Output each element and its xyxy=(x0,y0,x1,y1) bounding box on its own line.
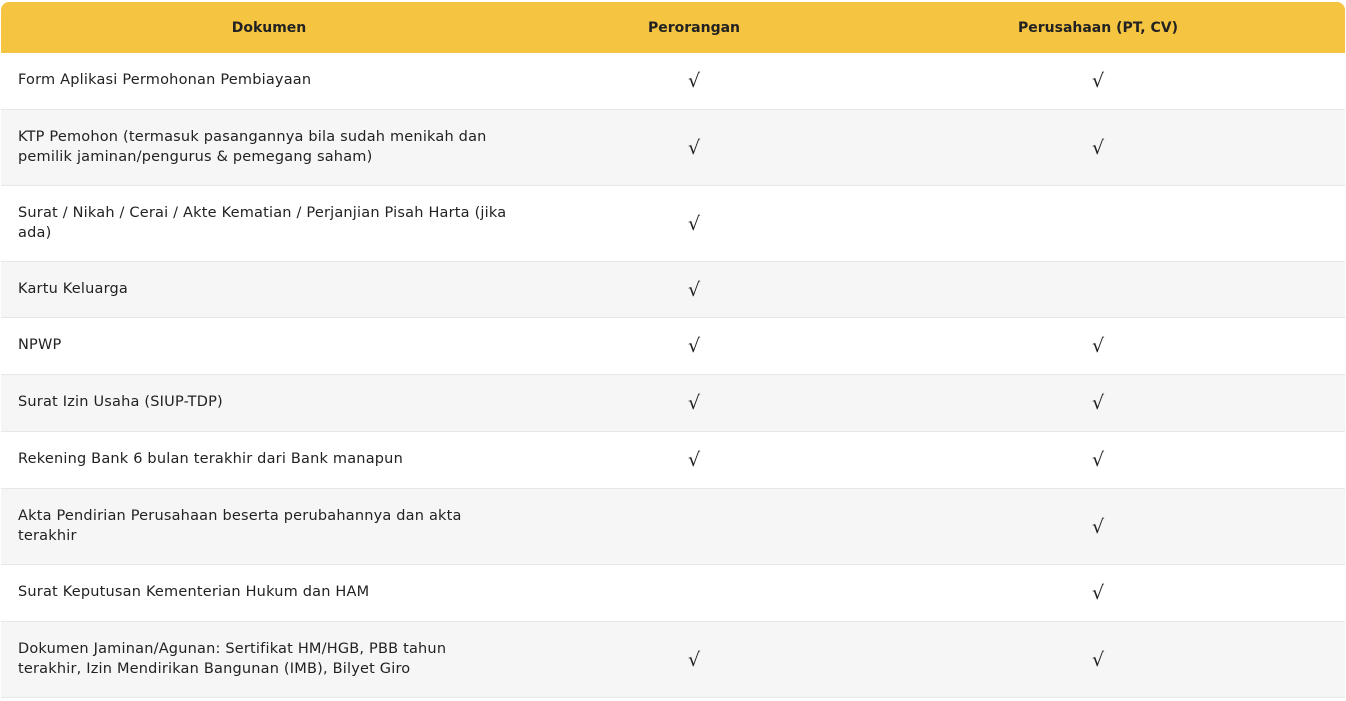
document-label: Form Aplikasi Permohonan Pembiayaan xyxy=(18,72,312,89)
company-check-mark: √ xyxy=(1091,648,1105,671)
document-label: Dokumen Jaminan/Agunan: Sertifikat HM/HGB, PBB tahun terakhir, Izin Mendirikan Bangunan (IMB), Bilyet Giro xyxy=(18,641,447,677)
table-body xyxy=(1,53,1345,698)
document-cell xyxy=(1,640,537,679)
document-cell xyxy=(1,71,537,91)
company-check-mark: √ xyxy=(1091,582,1105,604)
company-check-mark: √ xyxy=(1091,515,1105,538)
document-label: KTP Pemohon (termasuk pasangannya bila sudah menikah dan pemilik jaminan/pengurus & pemegang saham) xyxy=(18,129,487,165)
table-row xyxy=(1,318,1345,375)
individual-check-mark: √ xyxy=(687,449,701,471)
individual-check-mark: √ xyxy=(687,70,701,92)
company-check-mark: √ xyxy=(1091,392,1105,414)
document-label: Surat Izin Usaha (SIUP-TDP) xyxy=(18,394,223,411)
table-row xyxy=(1,565,1345,622)
document-cell xyxy=(1,204,537,243)
document-cell xyxy=(1,128,537,167)
individual-check-mark: √ xyxy=(687,648,701,671)
document-cell xyxy=(1,583,537,603)
document-cell xyxy=(1,280,537,300)
individual-check-mark: √ xyxy=(687,136,701,159)
document-cell xyxy=(1,336,537,356)
table-row xyxy=(1,622,1345,698)
table-row xyxy=(1,375,1345,432)
table-row xyxy=(1,186,1345,262)
company-check-mark: √ xyxy=(1091,449,1105,471)
header-company: Perusahaan (PT, CV) xyxy=(1017,19,1179,36)
table-row xyxy=(1,262,1345,318)
document-cell xyxy=(1,393,537,413)
table-header xyxy=(1,2,1345,53)
header-individual: Perorangan xyxy=(647,19,741,36)
table-row xyxy=(1,432,1345,489)
document-cell xyxy=(1,450,537,470)
individual-check-mark: √ xyxy=(687,278,701,301)
document-label: Surat Keputusan Kementerian Hukum dan HAM xyxy=(18,584,370,601)
document-label: Kartu Keluarga xyxy=(18,280,128,297)
table-row xyxy=(1,53,1345,110)
individual-check-mark: √ xyxy=(687,212,701,235)
document-cell xyxy=(1,507,537,546)
document-label: Rekening Bank 6 bulan terakhir dari Bank manapun xyxy=(18,451,403,468)
company-check-mark: √ xyxy=(1091,70,1105,92)
document-label: NPWP xyxy=(18,337,62,354)
individual-check-mark: √ xyxy=(687,392,701,414)
document-label: Surat / Nikah / Cerai / Akte Kematian / Perjanjian Pisah Harta (jika ada) xyxy=(18,205,507,241)
individual-check-mark: √ xyxy=(687,335,701,357)
header-document: Dokumen xyxy=(231,19,307,36)
company-check-mark: √ xyxy=(1091,136,1105,159)
company-check-mark: √ xyxy=(1091,335,1105,357)
table-row xyxy=(1,489,1345,565)
document-label: Akta Pendirian Perusahaan beserta perubahannya dan akta terakhir xyxy=(18,508,462,544)
document-requirements-table xyxy=(1,2,1345,698)
table-row xyxy=(1,110,1345,186)
